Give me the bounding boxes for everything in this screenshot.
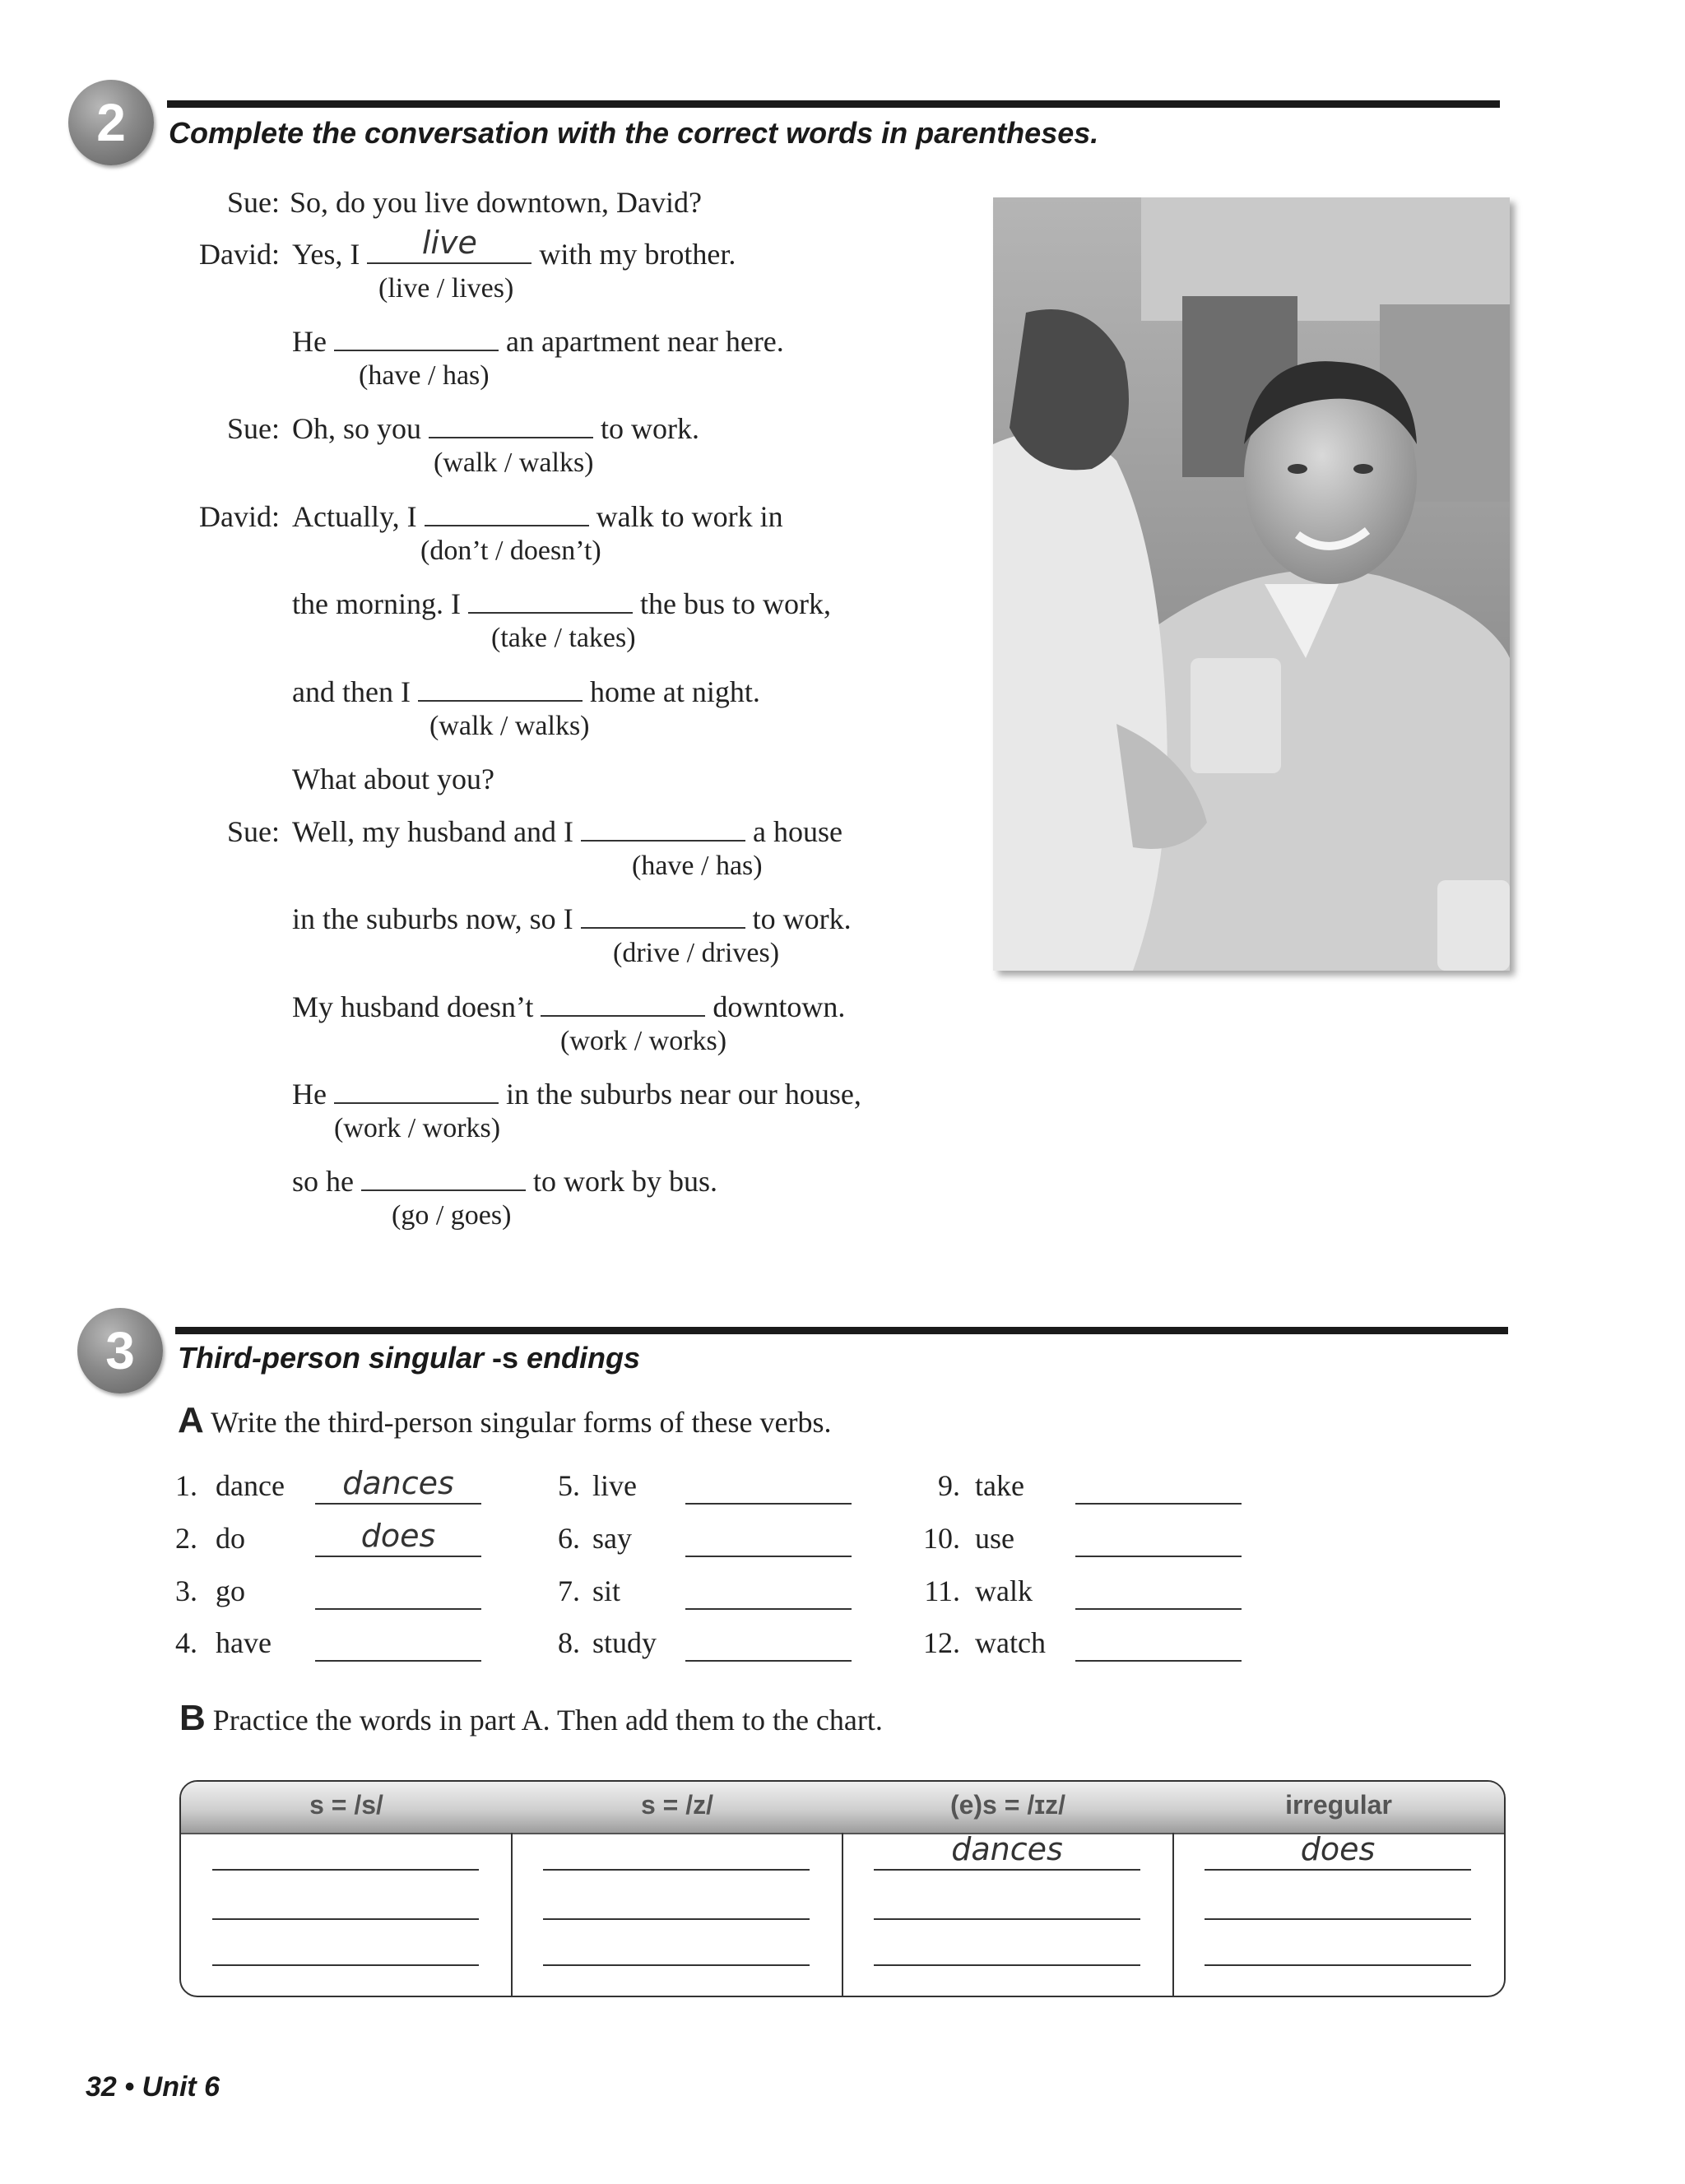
verb-answer-blank[interactable] [315, 1580, 481, 1610]
conversation-line [292, 499, 783, 534]
verb-answer-blank[interactable] [1075, 1632, 1242, 1662]
chart-entry-blank[interactable] [543, 1964, 810, 1966]
verb-number: 4. [175, 1626, 197, 1659]
chart-column-divider [511, 1833, 513, 1996]
line-text-before: Yes, I [292, 238, 360, 271]
chart-entry-blank[interactable] [212, 1918, 479, 1920]
exercise-3-title-main: Third-person singular [178, 1341, 485, 1375]
chart-column-title: (e)s = /ɪz/ [949, 1790, 1066, 1820]
line-text-before: Oh, so you [292, 412, 422, 445]
line-text-after: to work. [752, 902, 852, 935]
line-text-after: home at night. [589, 675, 760, 708]
verb-word: go [216, 1574, 245, 1607]
verb-word: watch [975, 1626, 1046, 1659]
chart-entry-blank[interactable] [874, 1964, 1140, 1966]
line-text-before: He [292, 325, 327, 358]
answer-blank[interactable] [334, 325, 499, 351]
line-text-before: the morning. I [292, 587, 461, 620]
word-choice-hint: (don’t / doesn’t) [420, 536, 601, 566]
conversation-line [292, 1164, 717, 1199]
page-number: 32 [86, 2071, 117, 2103]
pronunciation-chart [179, 1780, 1506, 1997]
part-b-letter: B [179, 1698, 206, 1738]
verb-answer-blank[interactable] [1075, 1528, 1242, 1557]
answer-blank[interactable] [541, 990, 705, 1017]
verb-word: study [592, 1626, 657, 1659]
line-text-before: So, do you live downtown, David? [290, 186, 702, 219]
exercise-3-title-s: -s [484, 1341, 527, 1375]
word-choice-hint: (take / takes) [491, 623, 636, 653]
chart-entry-blank[interactable] [212, 1964, 479, 1966]
exercise-3-badge: 3 [77, 1308, 163, 1393]
verb-number: 12. [923, 1626, 960, 1659]
answer-blank[interactable] [581, 902, 745, 929]
answer-blank[interactable] [334, 1078, 499, 1104]
conversation-line [292, 675, 760, 709]
verb-number: 1. [175, 1469, 197, 1502]
speaker-label: Sue: [226, 412, 280, 445]
verb-answer-blank[interactable] [315, 1465, 481, 1505]
conversation-line [292, 225, 736, 271]
line-text-after: downtown. [713, 990, 846, 1023]
part-b-instruction [179, 1698, 883, 1739]
page-footer [86, 2071, 220, 2103]
conversation-line [290, 185, 702, 220]
conversation-line [292, 324, 784, 359]
exercise-2-rule [167, 100, 1500, 108]
chart-handwritten-entry: does [1300, 1831, 1376, 1867]
speaker-label: Sue: [226, 815, 280, 848]
answer-blank[interactable] [418, 675, 583, 702]
line-text-before: in the suburbs now, so I [292, 902, 573, 935]
line-text-before: Well, my husband and I [292, 815, 574, 848]
chart-column-title: irregular [1285, 1790, 1392, 1820]
conversation-line [292, 762, 494, 796]
conversation-line [292, 587, 831, 621]
verb-word: use [975, 1522, 1014, 1555]
line-text-after: walk to work in [596, 500, 783, 533]
conversation-line [292, 902, 852, 936]
line-text-before: He [292, 1078, 327, 1111]
line-text-after: with my brother. [539, 238, 736, 271]
chart-column-divider [1172, 1833, 1174, 1996]
chart-entry-blank[interactable] [212, 1869, 479, 1871]
handwritten-answer: does [360, 1518, 436, 1554]
answer-blank[interactable] [367, 225, 531, 264]
chart-entry-blank[interactable] [874, 1918, 1140, 1920]
verb-answer-blank[interactable] [315, 1518, 481, 1557]
answer-blank[interactable] [361, 1165, 526, 1191]
line-text-before: and then I [292, 675, 411, 708]
part-a-text: Write the third-person singular forms of these verbs. [211, 1406, 832, 1439]
chart-column-divider [842, 1833, 843, 1996]
verb-number: 9. [938, 1469, 960, 1502]
word-choice-hint: (work / works) [560, 1026, 727, 1056]
exercise-3-rule [175, 1327, 1508, 1334]
verb-word: walk [975, 1574, 1033, 1607]
word-choice-hint: (walk / walks) [429, 711, 590, 741]
verb-word: say [592, 1522, 632, 1555]
conversation-line [292, 814, 842, 849]
line-text-after: to work by bus. [533, 1165, 717, 1198]
exercise-3-title [178, 1341, 640, 1375]
chart-entry-blank[interactable] [1205, 1964, 1471, 1966]
line-text-before: My husband doesn’t [292, 990, 534, 1023]
handwritten-answer: dances [342, 1465, 454, 1501]
chart-entry-blank[interactable] [543, 1869, 810, 1871]
verb-word: take [975, 1469, 1024, 1502]
conversation-line [292, 411, 699, 446]
part-b-text: Practice the words in part A. Then add them to the chart. [212, 1704, 883, 1737]
verb-word: have [216, 1626, 272, 1659]
verb-number: 3. [175, 1574, 197, 1607]
verb-number: 8. [558, 1626, 580, 1659]
verb-number: 10. [923, 1522, 960, 1555]
chart-column-title: s = /s/ [309, 1790, 383, 1820]
word-choice-hint: (drive / drives) [613, 938, 780, 968]
part-a-letter: A [178, 1400, 204, 1440]
answer-blank[interactable] [425, 500, 589, 526]
exercise-2-badge: 2 [68, 80, 154, 165]
verb-number: 5. [558, 1469, 580, 1502]
verb-word: dance [216, 1469, 285, 1502]
word-choice-hint: (walk / walks) [434, 447, 594, 478]
word-choice-hint: (have / has) [632, 851, 763, 881]
verb-answer-blank[interactable] [315, 1632, 481, 1662]
line-text-before: What about you? [292, 763, 494, 795]
verb-number: 11. [924, 1574, 960, 1607]
conversation-line [292, 990, 845, 1024]
verb-answer-blank[interactable] [685, 1632, 852, 1662]
chart-entry-blank[interactable] [1205, 1869, 1471, 1871]
photo-illustration [993, 197, 1510, 971]
exercise-3-title-end: endings [527, 1341, 641, 1375]
part-a-instruction [178, 1400, 832, 1441]
line-text-before: so he [292, 1165, 354, 1198]
word-choice-hint: (have / has) [359, 360, 490, 391]
line-text-after: an apartment near here. [505, 325, 784, 358]
word-choice-hint: (live / lives) [378, 273, 514, 304]
speaker-label: Sue: [226, 186, 280, 219]
line-text-after: a house [753, 815, 843, 848]
line-text-before: Actually, I [292, 500, 417, 533]
chart-entry-blank[interactable] [1205, 1918, 1471, 1920]
chart-column-title: s = /z/ [640, 1790, 714, 1820]
verb-number: 7. [558, 1574, 580, 1607]
conversation-photo [993, 197, 1510, 971]
chart-entry-blank[interactable] [543, 1918, 810, 1920]
speaker-label: David: [199, 500, 280, 533]
line-text-after: to work. [601, 412, 700, 445]
verb-answer-blank[interactable] [1075, 1475, 1242, 1505]
verb-answer-blank[interactable] [685, 1475, 852, 1505]
conversation-line [292, 1077, 861, 1111]
verb-number: 6. [558, 1522, 580, 1555]
unit-label: Unit 6 [142, 2071, 220, 2103]
word-choice-hint: (go / goes) [392, 1200, 512, 1231]
verb-answer-blank[interactable] [1075, 1580, 1242, 1610]
answer-blank[interactable] [581, 815, 745, 842]
verb-word: do [216, 1522, 245, 1555]
speaker-label: David: [199, 238, 280, 271]
verb-answer-blank[interactable] [685, 1580, 852, 1610]
footer-bullet: • [124, 2071, 135, 2103]
chart-handwritten-entry: dances [951, 1831, 1063, 1867]
exercise-2-title: Complete the conversation with the correct words in parentheses. [169, 116, 1099, 150]
answer-blank[interactable] [429, 412, 593, 438]
verb-number: 2. [175, 1522, 197, 1555]
line-text-after: the bus to work, [639, 587, 831, 620]
handwritten-answer: live [421, 225, 477, 261]
verb-answer-blank[interactable] [685, 1528, 852, 1557]
answer-blank[interactable] [468, 587, 633, 614]
verb-word: live [592, 1469, 637, 1502]
chart-entry-blank[interactable] [874, 1869, 1140, 1871]
line-text-after: in the suburbs near our house, [505, 1078, 861, 1111]
chart-header [181, 1782, 1504, 1834]
word-choice-hint: (work / works) [334, 1113, 501, 1143]
verb-word: sit [592, 1574, 621, 1607]
